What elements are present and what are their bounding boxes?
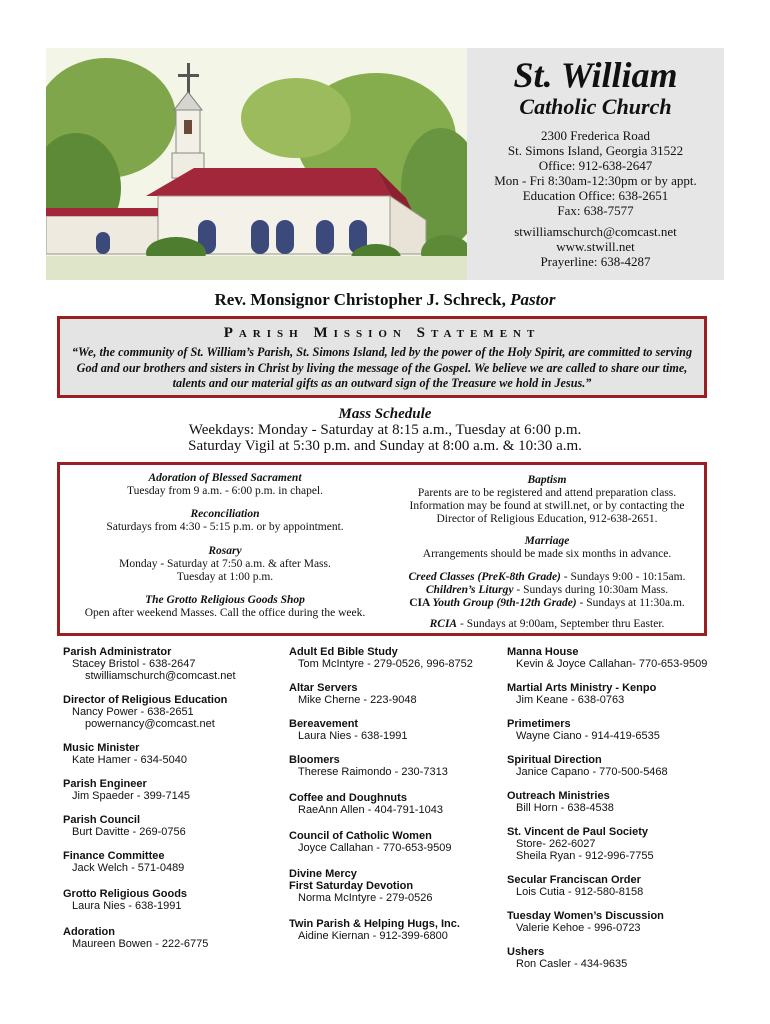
- classes-block: [390, 571, 704, 610]
- entry-title: Parish Administrator: [63, 646, 172, 658]
- directory-entry: [63, 888, 283, 912]
- website-link[interactable]: www.stwill.net: [556, 239, 635, 254]
- church-contact: [467, 224, 724, 269]
- entry-title: First Saturday Devotion: [289, 880, 414, 892]
- office-hours: Mon - Fri 8:30am-12:30pm or by appt.: [494, 173, 697, 188]
- entry-title: Martial Arts Ministry - Kenpo: [507, 682, 657, 694]
- directory-entry: [63, 742, 283, 766]
- address-line: St. Simons Island, Georgia 31522: [507, 143, 684, 158]
- entry-title: Parish Council: [63, 814, 141, 826]
- entry-email[interactable]: powernancy@comcast.net: [85, 718, 215, 730]
- email-link[interactable]: stwilliamschurch@comcast.net: [514, 224, 677, 239]
- adoration-block: [60, 472, 390, 498]
- mission-title: Parish Mission Statement: [223, 325, 541, 341]
- mass-weekdays: Weekdays: Monday - Saturday at 8:15 a.m., Tuesday at 6:00 p.m.: [188, 422, 582, 438]
- adoration-text: Tuesday from 9 a.m. - 6:00 p.m. in chapel.: [126, 485, 323, 497]
- entry-detail: Jim Keane - 638-0763: [516, 694, 625, 706]
- entry-detail: Jack Welch - 571-0489: [72, 862, 185, 874]
- office-phone: Office: 912-638-2647: [538, 158, 653, 173]
- directory-entry: [289, 868, 504, 904]
- directory-entry: [289, 718, 504, 742]
- creed-title: Creed Classes (PreK-8th Grade): [408, 571, 561, 583]
- directory-column-2: [289, 646, 504, 942]
- rosary-title: Rosary: [208, 545, 242, 557]
- reconciliation-title: Reconciliation: [190, 508, 260, 520]
- grotto-text: Open after weekend Masses. Call the office during the week.: [84, 607, 366, 619]
- fax-number: Fax: 638-7577: [557, 203, 634, 218]
- church-info-panel: [467, 48, 724, 280]
- marriage-block: [390, 535, 704, 561]
- sacraments-schedule-box: [57, 462, 707, 636]
- entry-detail: Therese Raimondo - 230-7313: [298, 766, 448, 778]
- pastor-name: Rev. Monsignor Christopher J. Schreck,: [214, 290, 506, 309]
- directory-entry: [507, 874, 722, 898]
- directory-entry: [63, 814, 283, 838]
- rcia-block: [390, 618, 704, 631]
- entry-detail: Nancy Power - 638-2651: [72, 706, 194, 718]
- entry-detail: Laura Nies - 638-1991: [72, 900, 182, 912]
- church-type: Catholic Church: [519, 94, 672, 119]
- church-address: [467, 128, 724, 218]
- entry-title: Altar Servers: [289, 682, 358, 694]
- entry-title: Coffee and Doughnuts: [289, 792, 407, 804]
- grotto-title: The Grotto Religious Goods Shop: [145, 594, 305, 606]
- entry-title: Parish Engineer: [63, 778, 147, 790]
- directory-column-3: [507, 646, 722, 970]
- directory-entry: [507, 718, 722, 742]
- rosary-block: [60, 545, 390, 584]
- entry-detail: Tom McIntyre - 279-0526, 996-8752: [298, 658, 473, 670]
- entry-detail: Valerie Kehoe - 996-0723: [516, 922, 641, 934]
- directory-entry: [289, 830, 504, 854]
- baptism-block: [390, 474, 704, 526]
- entry-detail: Jim Spaeder - 399-7145: [72, 790, 191, 802]
- baptism-line: Information may be found at stwill.net, or by contacting the: [409, 500, 685, 512]
- rosary-line: Tuesday at 1:00 p.m.: [176, 571, 274, 583]
- directory-entry: [507, 646, 722, 670]
- entry-title: Tuesday Women’s Discussion: [507, 910, 664, 922]
- entry-detail: Joyce Callahan - 770-653-9509: [298, 842, 452, 854]
- directory-entry: [63, 926, 283, 950]
- adoration-title: Adoration of Blessed Sacrament: [148, 472, 302, 484]
- entry-detail: Store- 262-6027: [516, 838, 596, 850]
- entry-detail: Laura Nies - 638-1991: [298, 730, 408, 742]
- directory-entry: [289, 918, 504, 942]
- entry-title: Secular Franciscan Order: [507, 874, 641, 886]
- marriage-title: Marriage: [524, 535, 570, 547]
- creed-line: [390, 571, 704, 584]
- entry-title: Adult Ed Bible Study: [289, 646, 398, 658]
- entry-title: Finance Committee: [63, 850, 165, 862]
- entry-title: St. Vincent de Paul Society: [507, 826, 649, 838]
- entry-detail: Maureen Bowen - 222-6775: [72, 938, 209, 950]
- entry-title: Divine Mercy: [289, 868, 357, 880]
- directory-entry: [289, 792, 504, 816]
- liturgy-text: - Sundays during 10:30am Mass.: [513, 584, 669, 596]
- directory-entry: [63, 694, 283, 730]
- entry-title: Bloomers: [289, 754, 340, 766]
- cia-prefix: CIA: [409, 597, 433, 609]
- baptism-title: Baptism: [527, 474, 567, 486]
- entry-detail: Mike Cherne - 223-9048: [298, 694, 417, 706]
- entry-detail: Lois Cutia - 912-580-8158: [516, 886, 644, 898]
- directory-column-1: [63, 646, 283, 950]
- entry-title: Ushers: [507, 946, 545, 958]
- directory-entry: [507, 682, 722, 706]
- mission-statement-box: [57, 316, 707, 398]
- entry-detail: Janice Capano - 770-500-5468: [516, 766, 668, 778]
- entry-detail: Norma McIntyre - 279-0526: [298, 892, 433, 904]
- directory-entry: [63, 850, 283, 874]
- baptism-line: Director of Religious Education, 912-638-2651.: [436, 513, 658, 525]
- entry-title: Music Minister: [63, 742, 140, 754]
- cia-title: Youth Group (9th-12th Grade): [432, 597, 577, 609]
- entry-detail: Wayne Ciano - 914-419-6535: [516, 730, 660, 742]
- directory-entry: [289, 682, 504, 706]
- entry-detail: Burt Davitte - 269-0756: [72, 826, 186, 838]
- mass-weekend: Saturday Vigil at 5:30 p.m. and Sunday at 8:00 a.m. & 10:30 a.m.: [188, 438, 582, 454]
- reconciliation-text: Saturdays from 4:30 - 5:15 p.m. or by appointment.: [106, 521, 344, 533]
- entry-detail: Ron Casler - 434-9635: [516, 958, 628, 970]
- entry-title: Director of Religious Education: [63, 694, 228, 706]
- entry-detail: Aidine Kiernan - 912-399-6800: [298, 930, 448, 942]
- grotto-block: [60, 594, 390, 620]
- entry-title: Outreach Ministries: [507, 790, 610, 802]
- entry-detail: RaeAnn Allen - 404-791-1043: [298, 804, 443, 816]
- entry-detail: Sheila Ryan - 912-996-7755: [516, 850, 654, 862]
- entry-email[interactable]: stwilliamschurch@comcast.net: [85, 670, 236, 682]
- address-line: 2300 Frederica Road: [540, 128, 651, 143]
- baptism-line: Parents are to be registered and attend preparation class.: [417, 487, 677, 499]
- marriage-text: Arrangements should be made six months in advance.: [422, 548, 672, 560]
- pastor-line: [0, 290, 770, 310]
- directory-entry: [289, 754, 504, 778]
- directory-entry: [63, 778, 283, 802]
- entry-detail: Bill Horn - 638-4538: [516, 802, 614, 814]
- entry-title: Grotto Religious Goods: [63, 888, 188, 900]
- pastor-title: Pastor: [510, 290, 556, 309]
- directory-entry: [507, 826, 722, 862]
- entry-title: Primetimers: [507, 718, 571, 730]
- church-name: St. William: [513, 55, 678, 95]
- entry-title: Adoration: [63, 926, 115, 938]
- cia-text: - Sundays at 11:30a.m.: [576, 597, 685, 609]
- entry-title: Spiritual Direction: [507, 754, 602, 766]
- directory-entry: [63, 646, 283, 682]
- directory-entry: [507, 946, 722, 970]
- rcia-title: RCIA: [429, 618, 458, 630]
- entry-title: Council of Catholic Women: [289, 830, 432, 842]
- church-illustration: [46, 48, 467, 280]
- creed-text: - Sundays 9:00 - 10:15am.: [560, 571, 686, 583]
- directory-entry: [289, 646, 504, 670]
- directory-entry: [507, 910, 722, 934]
- rosary-line: Monday - Saturday at 7:50 a.m. & after Mass.: [119, 558, 331, 570]
- entry-title: Manna House: [507, 646, 579, 658]
- reconciliation-block: [60, 508, 390, 534]
- mission-text: “We, the community of St. William’s Parish, St. Simons Island, led by the power of the Holy Spirit, are committed to serving God and our brothers and sisters in Christ by living the message of the Gospel. We believe we are called to share our time, talents and our material gifts as an outward sign of the Treasure we hold in Jesus.”: [71, 345, 693, 390]
- entry-title: Bereavement: [289, 718, 359, 730]
- mass-schedule-title: Mass Schedule: [338, 406, 432, 422]
- education-office-phone: Education Office: 638-2651: [522, 188, 669, 203]
- entry-detail: Stacey Bristol - 638-2647: [72, 658, 196, 670]
- liturgy-title: Children’s Liturgy: [425, 584, 514, 596]
- rcia-text: - Sundays at 9:00am, September thru Easter.: [457, 618, 665, 630]
- liturgy-line: [390, 584, 704, 597]
- prayerline: Prayerline: 638-4287: [540, 254, 651, 269]
- entry-title: Twin Parish & Helping Hugs, Inc.: [289, 918, 460, 930]
- directory-entry: [507, 754, 722, 778]
- entry-detail: Kevin & Joyce Callahan- 770-653-9509: [516, 658, 708, 670]
- entry-detail: Kate Hamer - 634-5040: [72, 754, 187, 766]
- directory-entry: [507, 790, 722, 814]
- cia-line: [390, 597, 704, 610]
